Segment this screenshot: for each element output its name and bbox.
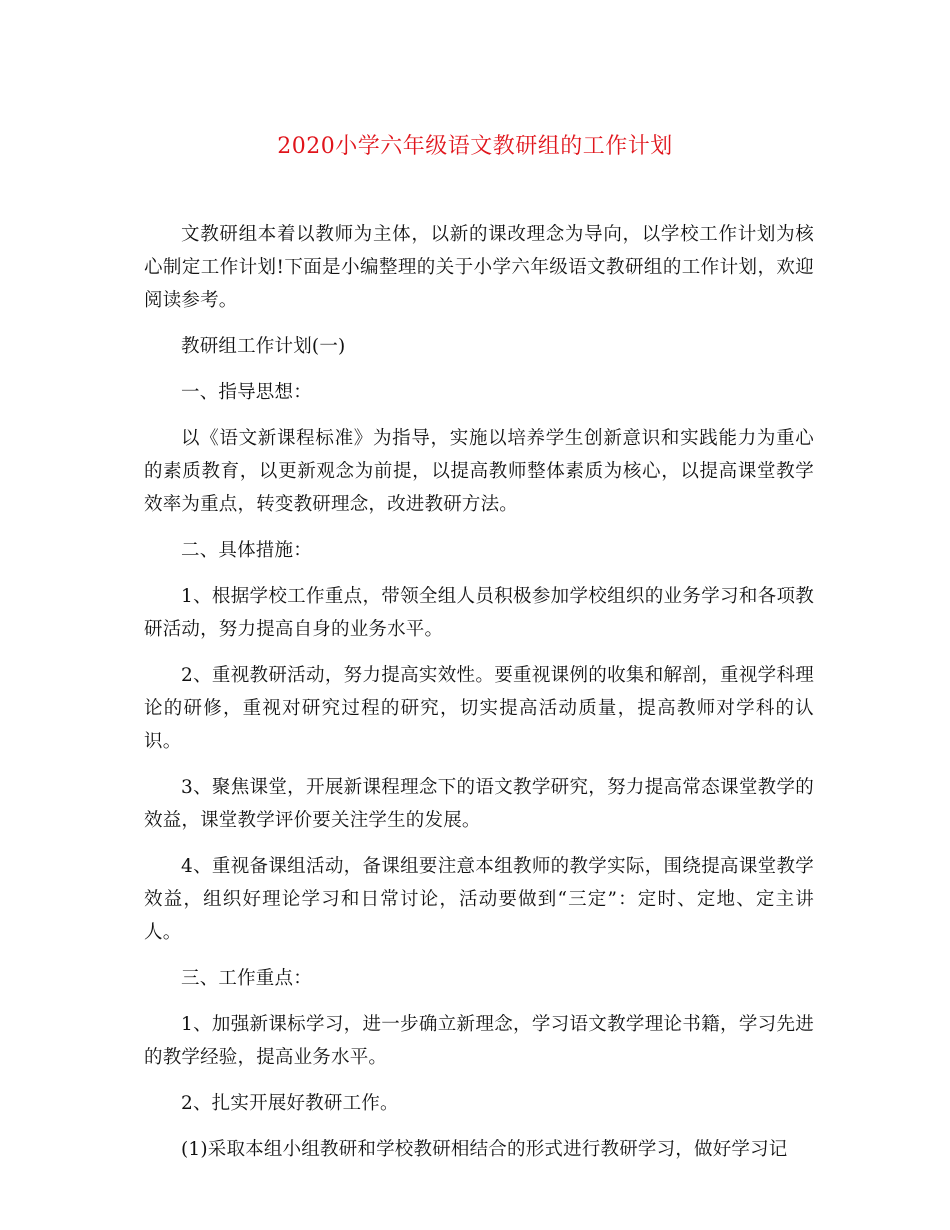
section-heading-plan-one: 教研组工作计划(一) — [181, 336, 346, 357]
key-work-subitem-1: (1)采取本组小组教研和学校教研相结合的形式进行教研学习，做好学习记 — [181, 1139, 788, 1160]
measure-item-3: 3、聚焦课堂，开展新课程理念下的语文教学研究，努力提高常态课堂教学的效益，课堂教学评价要关注学生的发展。 — [144, 777, 814, 831]
section-heading-key-work: 三、工作重点： — [181, 968, 312, 989]
measure-item-1: 1、根据学校工作重点，带领全组人员积极参加学校组织的业务学习和各项教研活动，努力提高自身的业务水平。 — [144, 586, 814, 640]
key-work-item-2: 2、扎实开展好教研工作。 — [181, 1093, 399, 1114]
key-work-item-1: 1、加强新课标学习，进一步确立新理念，学习语文教学理论书籍，学习先进的教学经验，提高业务水平。 — [144, 1014, 814, 1068]
document-body — [144, 218, 814, 1179]
document-title: 2020小学六年级语文教研组的工作计划 — [277, 134, 673, 159]
section-heading-guiding-thought: 一、指导思想： — [181, 382, 312, 403]
guiding-thought-paragraph: 以《语文新课程标准》为指导，实施以培养学生创新意识和实践能力为重心的素质教育，以更新观念为前提，以提高教师整体素质为核心，以提高课堂教学效率为重点，转变教研理念，改进教研方法。 — [144, 428, 814, 515]
measure-item-4: 4、重视备课组活动，备课组要注意本组教师的教学实际，围绕提高课堂教学效益，组织好理论学习和日常讨论，活动要做到“三定”：定时、定地、定主讲人。 — [144, 856, 814, 943]
measure-item-2: 2、重视教研活动，努力提高实效性。要重视课例的收集和解剖，重视学科理论的研修，重视对研究过程的研究，切实提高活动质量，提高教师对学科的认识。 — [144, 665, 814, 752]
section-heading-measures: 二、具体措施： — [181, 540, 312, 561]
intro-paragraph: 文教研组本着以教师为主体，以新的课改理念为导向，以学校工作计划为核心制定工作计划!下面是小编整理的关于小学六年级语文教研组的工作计划，欢迎阅读参考。 — [144, 224, 814, 311]
